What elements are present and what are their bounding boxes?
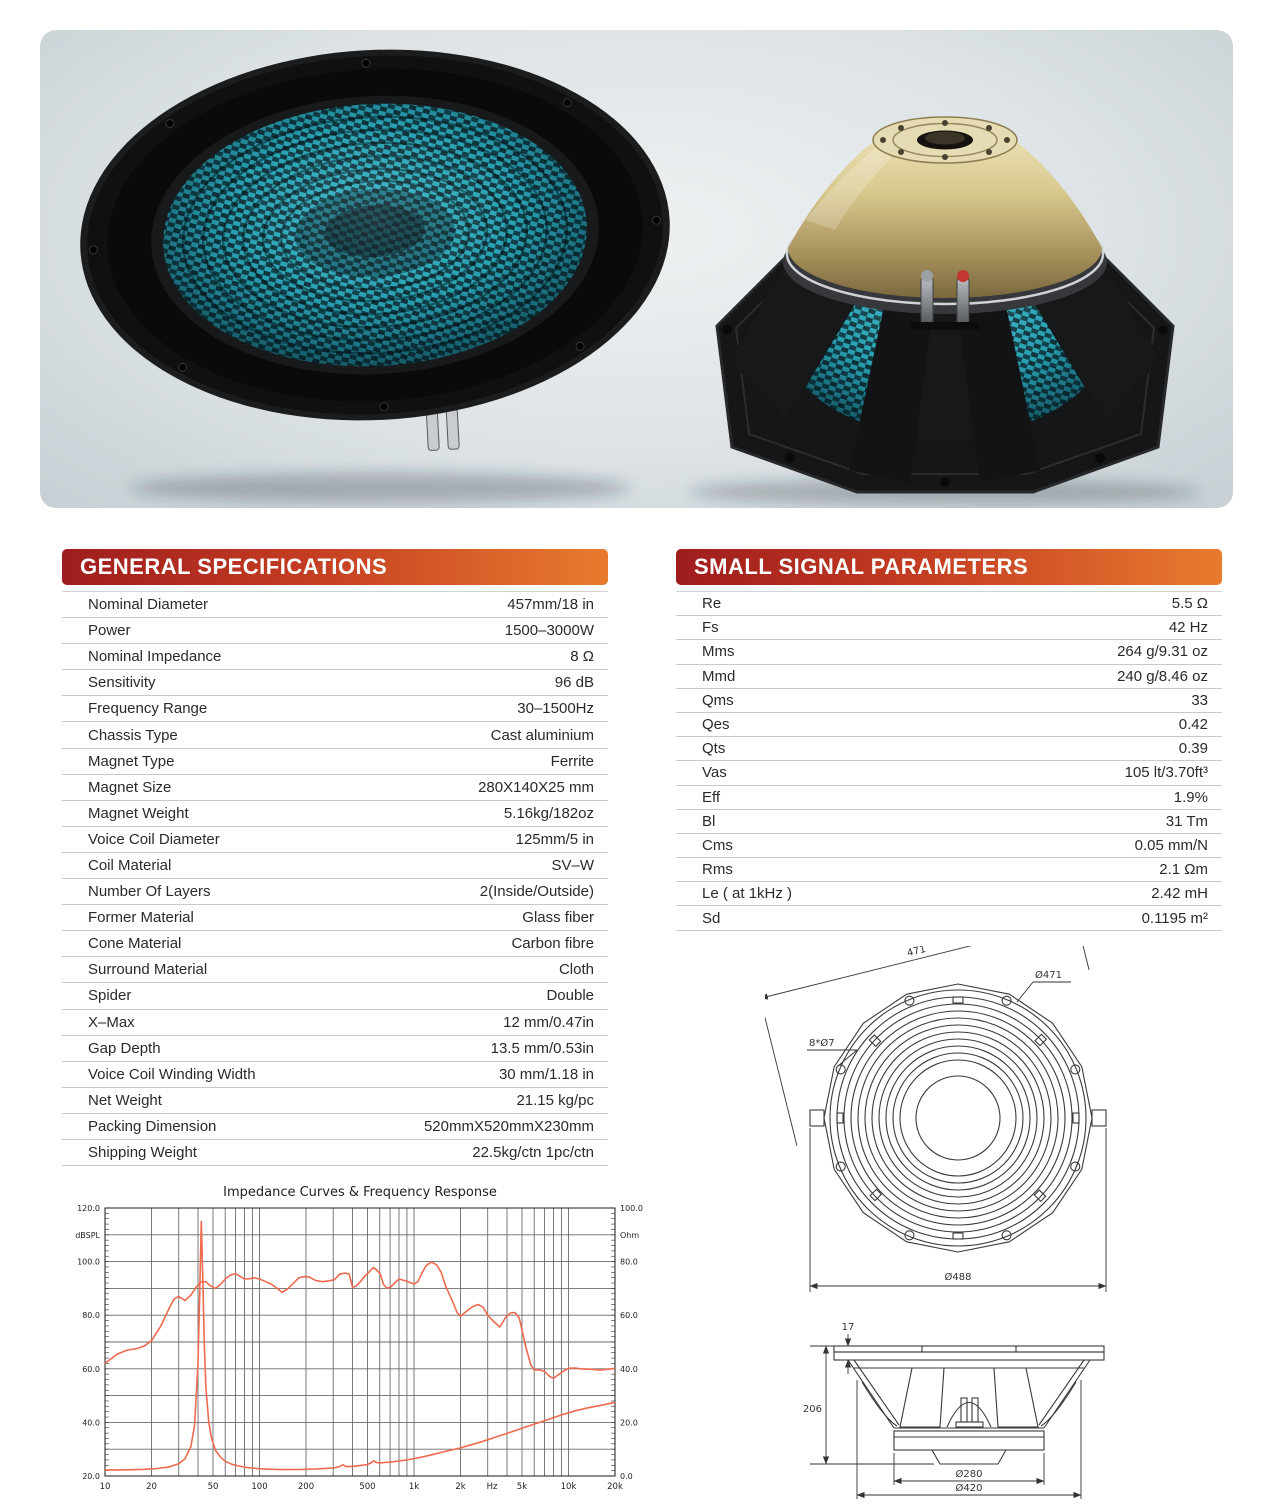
- basket-wall-left: [848, 1360, 899, 1428]
- axis-label: 60.0: [620, 1311, 638, 1321]
- spec-value: Cloth: [558, 961, 594, 979]
- spec-label: Power: [88, 622, 131, 640]
- spec-row: [676, 810, 1222, 834]
- spec-value: Double: [546, 987, 594, 1005]
- dim-overall-diameter: [810, 1128, 1106, 1292]
- spec-value: 42 Hz: [1168, 619, 1208, 637]
- spec-label: Nominal Impedance: [88, 648, 222, 666]
- spec-label: Mms: [702, 643, 735, 661]
- dim-flange-thickness: [834, 1322, 854, 1374]
- dim-471-label: 471: [905, 946, 928, 960]
- spec-label: Magnet Weight: [88, 804, 189, 822]
- spec-value: 30–1500Hz: [517, 700, 594, 718]
- spec-value: Carbon fibre: [511, 935, 594, 953]
- spec-value: Glass fiber: [522, 909, 594, 927]
- spec-row: [62, 1010, 608, 1036]
- back-plate-bulge: [932, 1450, 1006, 1464]
- small-signal-parameters-table: [676, 591, 1222, 931]
- spec-value: 30 mm/1.18 in: [498, 1065, 594, 1083]
- spec-value: 1500–3000W: [504, 622, 594, 640]
- general-specifications-header: [62, 549, 608, 585]
- speaker-front-shadow: [130, 473, 630, 503]
- axis-label: 100.0: [77, 1257, 100, 1267]
- small-signal-parameters-header: [676, 549, 1222, 585]
- spec-label: Vas: [702, 764, 727, 782]
- spec-row: [62, 853, 608, 879]
- spec-label: Le ( at 1kHz ): [702, 885, 793, 903]
- spec-label: Mmd: [702, 667, 736, 685]
- chart-title: Impedance Curves & Frequency Response: [223, 1185, 497, 1200]
- spec-label: Cone Material: [88, 935, 182, 953]
- axis-label: 80.0: [620, 1257, 638, 1267]
- spec-label: Nominal Diameter: [88, 596, 209, 614]
- axis-label: 20: [146, 1482, 157, 1492]
- spec-label: Magnet Size: [88, 778, 172, 796]
- spec-row: [62, 670, 608, 696]
- spec-row: [676, 689, 1222, 713]
- axis-label: dBSPL: [75, 1230, 100, 1240]
- spec-row: [676, 906, 1222, 930]
- dust-cap-circle: [916, 1076, 1000, 1160]
- spec-value: Ferrite: [550, 752, 594, 770]
- spec-label: Cms: [702, 836, 733, 854]
- magnet: [894, 1431, 1044, 1450]
- dim-outer-diameter: [1017, 969, 1071, 1002]
- axis-label: 5k: [516, 1482, 528, 1492]
- spec-label: Spider: [88, 987, 132, 1005]
- small-signal-parameters-section: [676, 549, 1222, 931]
- axis-label: 20.0: [620, 1418, 638, 1428]
- small-signal-parameters-title: SMALL SIGNAL PARAMETERS: [694, 554, 1029, 579]
- axis-label: 1k: [408, 1482, 420, 1492]
- spec-label: Fs: [702, 619, 719, 637]
- spec-value: 13.5 mm/0.53in: [490, 1039, 594, 1057]
- spec-label: Net Weight: [88, 1091, 162, 1109]
- spec-label: Packing Dimension: [88, 1117, 217, 1135]
- spec-label: Qts: [702, 740, 726, 758]
- spec-label: Qes: [702, 716, 730, 734]
- spec-value: 2(Inside/Outside): [479, 883, 594, 901]
- spec-row: [62, 1088, 608, 1114]
- spec-value: 12 mm/0.47in: [503, 1013, 594, 1031]
- axis-label: 50: [207, 1482, 219, 1492]
- spec-row: [62, 801, 608, 827]
- basket-wall-right: [1039, 1360, 1090, 1428]
- spec-row: [62, 644, 608, 670]
- spec-row: [676, 761, 1222, 785]
- general-specifications-table: [62, 591, 608, 1166]
- spec-label: Shipping Weight: [88, 1144, 197, 1162]
- spec-row: [62, 749, 608, 775]
- spec-label: Sensitivity: [88, 674, 156, 692]
- speaker-photos: [40, 30, 1233, 508]
- axis-label: 20k: [607, 1482, 623, 1492]
- spec-label: Former Material: [88, 909, 194, 927]
- spec-row: [676, 834, 1222, 858]
- spec-row: [62, 957, 608, 983]
- spec-row: [62, 905, 608, 931]
- dim-magnet-diameter-label: Ø280: [955, 1469, 983, 1480]
- spec-row: [62, 1114, 608, 1140]
- axis-label: 200: [297, 1482, 315, 1492]
- spec-value: 21.15 kg/pc: [516, 1091, 594, 1109]
- spec-value: 264 g/9.31 oz: [1117, 643, 1208, 661]
- spec-value: 1.9%: [1173, 788, 1208, 806]
- basket-leg-left: [900, 1368, 944, 1427]
- spec-row: [62, 1036, 608, 1062]
- spec-value: 2.1 Ωm: [1159, 861, 1208, 879]
- dim-mounting-holes-label: 8*Ø7: [809, 1038, 835, 1049]
- right-ear: [1092, 1110, 1106, 1126]
- spec-value: 0.1195 m²: [1141, 909, 1208, 927]
- spec-label: Rms: [702, 861, 733, 879]
- axis-label: 80.0: [82, 1311, 100, 1321]
- dim-total-height: [803, 1346, 934, 1464]
- spec-label: Voice Coil Winding Width: [88, 1065, 256, 1083]
- dim-overall-diameter-label: Ø488: [944, 1272, 972, 1283]
- axis-label: 60.0: [82, 1364, 100, 1374]
- spec-value: Cast aluminium: [490, 726, 594, 744]
- spec-row: [62, 722, 608, 748]
- axis-label: 40.0: [620, 1364, 638, 1374]
- axis-label: 20.0: [82, 1472, 100, 1481]
- spec-row: [62, 879, 608, 905]
- axis-label: 100: [251, 1482, 268, 1492]
- rim-notches: [837, 997, 1079, 1239]
- spec-row: [676, 858, 1222, 882]
- spec-row: [62, 1062, 608, 1088]
- front-view-drawing: [765, 946, 1200, 1306]
- dim-frame-diameter-label: Ø420: [955, 1483, 983, 1494]
- side-view-drawing: [782, 1300, 1207, 1500]
- axis-label: 500: [359, 1482, 376, 1492]
- spec-value: 520mmX520mmX230mm: [423, 1117, 594, 1135]
- dim-flange-thickness-label: 17: [841, 1322, 855, 1333]
- left-ear: [810, 1110, 824, 1126]
- spec-row: [62, 592, 608, 618]
- spec-value: SV–W: [551, 856, 594, 874]
- dim-total-height-label: 206: [802, 1404, 822, 1415]
- spec-value: 8 Ω: [570, 648, 594, 666]
- product-photo-panel: [40, 30, 1233, 508]
- spec-label: Qms: [702, 691, 734, 709]
- flange: [834, 1352, 1104, 1360]
- front-view-canvas: [765, 946, 1200, 1306]
- spec-label: Coil Material: [88, 856, 172, 874]
- spec-row: [62, 931, 608, 957]
- frame-outline: [824, 984, 1092, 1252]
- spec-label: Sd: [702, 909, 721, 927]
- spec-label: X–Max: [88, 1013, 135, 1031]
- spec-value: 280X140X25 mm: [478, 778, 594, 796]
- chart-canvas: [45, 1184, 645, 1500]
- gasket: [834, 1346, 1104, 1352]
- speaker-front-photo: [71, 35, 694, 508]
- axis-label: Hz: [486, 1482, 498, 1492]
- spec-label: Surround Material: [88, 961, 208, 979]
- axis-label: 100.0: [620, 1204, 643, 1213]
- spec-value: 5.16kg/182oz: [503, 804, 594, 822]
- general-specifications-title: GENERAL SPECIFICATIONS: [80, 554, 388, 579]
- spec-row: [676, 713, 1222, 737]
- spec-value: 31 Tm: [1165, 812, 1208, 830]
- spec-label: Bl: [702, 812, 716, 830]
- curve-impedance: [105, 1221, 615, 1470]
- spec-value: 105 lt/3.70ft³: [1124, 764, 1208, 782]
- spec-value: 457mm/18 in: [507, 596, 594, 614]
- spec-row: [676, 592, 1222, 616]
- axis-label: 10: [99, 1482, 111, 1492]
- spec-value: 96 dB: [554, 674, 594, 692]
- general-specifications-section: [62, 549, 608, 1166]
- spec-row: [62, 983, 608, 1009]
- spec-value: 125mm/5 in: [515, 830, 594, 848]
- axis-label: 0.0: [620, 1472, 633, 1481]
- speaker-rear-photo: [717, 117, 1173, 492]
- spec-label: Eff: [702, 788, 721, 806]
- spec-label: Voice Coil Diameter: [88, 830, 220, 848]
- dim-outer-diameter-label: Ø471: [1035, 970, 1062, 981]
- impedance-frequency-chart: [45, 1184, 645, 1500]
- spec-row: [62, 775, 608, 801]
- spec-row: [62, 696, 608, 722]
- spec-row: [676, 616, 1222, 640]
- spec-row: [62, 827, 608, 853]
- spec-label: Gap Depth: [88, 1039, 161, 1057]
- side-view-canvas: [782, 1300, 1207, 1500]
- dim-mounting-holes: [807, 1037, 857, 1066]
- spec-label: Frequency Range: [88, 700, 208, 718]
- spec-row: [62, 618, 608, 644]
- spec-row: [676, 882, 1222, 906]
- spec-value: 5.5 Ω: [1171, 595, 1208, 613]
- spec-value: 0.39: [1178, 740, 1208, 758]
- spec-label: Number Of Layers: [88, 883, 211, 901]
- spec-row: [62, 1140, 608, 1166]
- spec-value: 2.42 mH: [1151, 885, 1208, 903]
- spec-row: [676, 640, 1222, 664]
- spec-row: [676, 665, 1222, 689]
- axis-label: 10k: [560, 1482, 577, 1492]
- curve-frequency-response: [105, 1262, 615, 1378]
- axis-label: 2k: [455, 1482, 466, 1492]
- spec-label: Chassis Type: [88, 726, 178, 744]
- spec-value: 240 g/8.46 oz: [1117, 667, 1208, 685]
- spec-value: 0.05 mm/N: [1134, 836, 1208, 854]
- axis-label: 120.0: [77, 1204, 100, 1213]
- spec-label: Re: [702, 595, 722, 613]
- basket-leg-right: [994, 1368, 1038, 1427]
- spec-value: 22.5kg/ctn 1pc/ctn: [472, 1144, 594, 1162]
- spec-value: 33: [1191, 691, 1208, 709]
- spec-row: [676, 737, 1222, 761]
- axis-label: 40.0: [82, 1418, 100, 1428]
- spec-value: 0.42: [1178, 716, 1208, 734]
- spec-label: Magnet Type: [88, 752, 175, 770]
- spec-row: [676, 786, 1222, 810]
- axis-label: Ohm: [620, 1230, 640, 1240]
- dim-magnet-diameter: [894, 1453, 1044, 1485]
